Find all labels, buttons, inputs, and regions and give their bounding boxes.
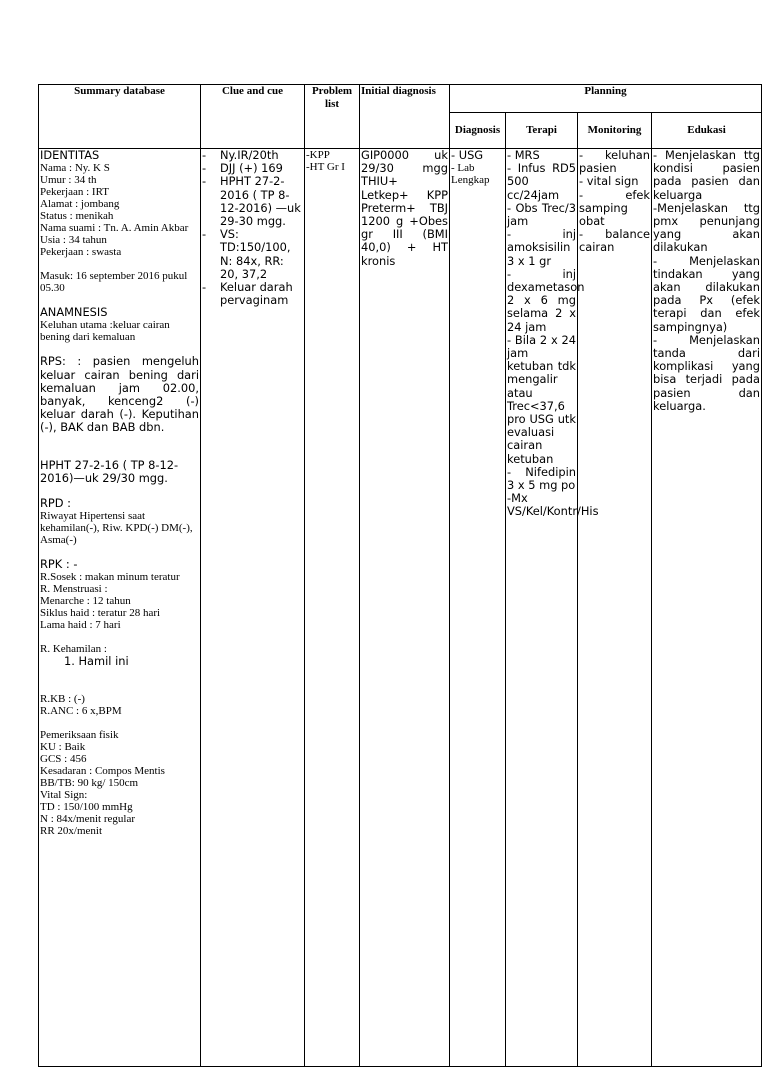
header-diagnosis: Diagnosis xyxy=(450,113,506,149)
initial-diagnosis-text: GIP0000 uk 29/30 mgg THIU+ Letkep+ KPP Preterm+ TBJ 1200 g +Obes gr III (BMI 40,0) + HT kronis xyxy=(361,148,448,268)
summary-database-cell xyxy=(39,149,201,1067)
anamnesis-heading: ANAMNESIS xyxy=(40,305,108,320)
kehamilan-item: 1. Hamil ini xyxy=(64,654,129,669)
diagnosis-item: - Lab Lengkap xyxy=(451,162,490,187)
siklus-haid: Siklus haid : teratur 28 hari xyxy=(40,607,161,620)
usia: Usia : 34 tahun xyxy=(40,234,107,247)
riwayat-kehamilan: R. Kehamilan : xyxy=(40,643,107,656)
header-initial-diagnosis: Initial diagnosis xyxy=(360,85,450,149)
respirasi: RR 20x/menit xyxy=(40,824,103,837)
rps: RPS: : pasien mengeluh keluar cairan bening dari kemaluan jam 02.00, banyak, kenceng2 (-) keluar darah (-). Keputihan (-), BAK dan BAB dbn. xyxy=(40,354,199,435)
identitas-heading: IDENTITAS xyxy=(40,148,100,162)
diagnosis-cell xyxy=(450,149,506,1067)
clue-item: - HPHT 27-2-2016 ( TP 8-12-2016) —uk 29-30 mgg. xyxy=(202,174,301,229)
nama-suami: Nama suami : Tn. A. Amin Akbar xyxy=(40,222,189,235)
diagnosis-item: - USG xyxy=(451,148,484,162)
keadaan-umum: KU : Baik xyxy=(40,740,86,753)
riwayat-kb: R.KB : (-) xyxy=(40,692,85,705)
header-edukasi: Edukasi xyxy=(652,113,762,149)
hpht: HPHT 27-2-16 ( TP 8-12-2016)—uk 29/30 mgg. xyxy=(40,457,179,485)
header-clue-and-cue: Clue and cue xyxy=(201,85,305,149)
clue-item: - DJJ (+) 169 xyxy=(202,161,283,176)
kesadaran: Kesadaran : Compos Mentis xyxy=(40,764,165,777)
rpk: RPK : - xyxy=(40,557,78,572)
pekerjaan-suami: Pekerjaan : swasta xyxy=(40,246,122,259)
nadi: N : 84x/menit regular xyxy=(40,812,136,825)
problem-item: -KPP xyxy=(306,149,330,161)
terapi-text: - MRS - Infus RD5 500 cc/24jam - Obs Trec/3 jam - inj amoksisilin 3 x 1 gr - inj dexametason 2 x 6 mg selama 2 x 24 jam - Bila 2 x 24 jam ketuban tdk mengalir atau Trec<37,6 pro USG utk evaluasi cairan ketuban - Nifedipin 3 x 5 mg po -Mx VS/Kel/Kontr/His xyxy=(507,148,599,519)
nama: Nama : Ny. K S xyxy=(40,162,110,175)
pemeriksaan-heading: Pemeriksaan fisik xyxy=(40,728,119,741)
tekanan-darah: TD : 150/100 mmHg xyxy=(40,800,133,813)
status: Status : menikah xyxy=(40,210,114,223)
edukasi-text: - Menjelaskan ttg kondisi pasien pada pasien dan keluarga -Menjelaskan ttg pmx penunjang yang akan dilakukan - Menjelaskan tindakan yang akan dilakukan pada Px (efek terapi dan efek sampingnya) - Menjelaskan tanda dari komplikasi yang bisa terjadi pada pasien dan keluarga. xyxy=(653,148,760,413)
rpd-heading: RPD : xyxy=(40,496,72,511)
monitoring-cell xyxy=(578,149,652,1067)
clue-and-cue-cell xyxy=(201,149,305,1067)
riwayat-anc: R.ANC : 6 x,BPM xyxy=(40,704,122,717)
problem-list-cell xyxy=(305,149,360,1067)
menarche: Menarche : 12 tahun xyxy=(40,595,131,608)
clue-item: - VS: TD:150/100, N: 84x, RR: 20, 37,2 xyxy=(202,227,291,281)
header-planning: Planning xyxy=(450,85,762,113)
gcs: GCS : 456 xyxy=(40,752,87,765)
riwayat-penyakit-dahulu: Riwayat Hipertensi saat kehamilan(-), Riw. KPD(-) DM(-), Asma(-) xyxy=(40,510,193,547)
bb-tb: BB/TB: 90 kg/ 150cm xyxy=(40,776,139,789)
header-problem-list: Problem list xyxy=(305,85,360,149)
keluhan-utama: Keluhan utama :keluar cairan bening dari kemaluan xyxy=(40,319,170,344)
header-monitoring: Monitoring xyxy=(578,113,652,149)
problem-item: -HT Gr I xyxy=(306,161,345,173)
vital-sign-heading: Vital Sign: xyxy=(40,788,88,801)
riwayat-sosek: R.Sosek : makan minum teratur xyxy=(40,571,180,584)
header-summary-database: Summary database xyxy=(39,85,201,149)
lama-haid: Lama haid : 7 hari xyxy=(40,619,121,632)
umur: Umur : 34 th xyxy=(40,174,97,187)
clue-item: - Keluar darah pervaginam xyxy=(202,280,293,308)
tanggal-masuk: Masuk: 16 september 2016 pukul 05.30 xyxy=(40,270,188,295)
header-terapi: Terapi xyxy=(506,113,578,149)
riwayat-menstruasi: R. Menstruasi : xyxy=(40,583,108,596)
clue-item: - Ny.IR/20th xyxy=(202,148,279,162)
initial-diagnosis-cell xyxy=(360,149,450,1067)
terapi-cell xyxy=(506,148,599,1067)
pekerjaan: Pekerjaan : IRT xyxy=(40,186,109,199)
case-summary-table xyxy=(38,84,762,1067)
monitoring-text: - keluhan pasien - vital sign - efek samping obat - balance cairan xyxy=(579,148,650,255)
edukasi-cell xyxy=(652,149,762,1067)
alamat: Alamat : jombang xyxy=(40,198,120,211)
